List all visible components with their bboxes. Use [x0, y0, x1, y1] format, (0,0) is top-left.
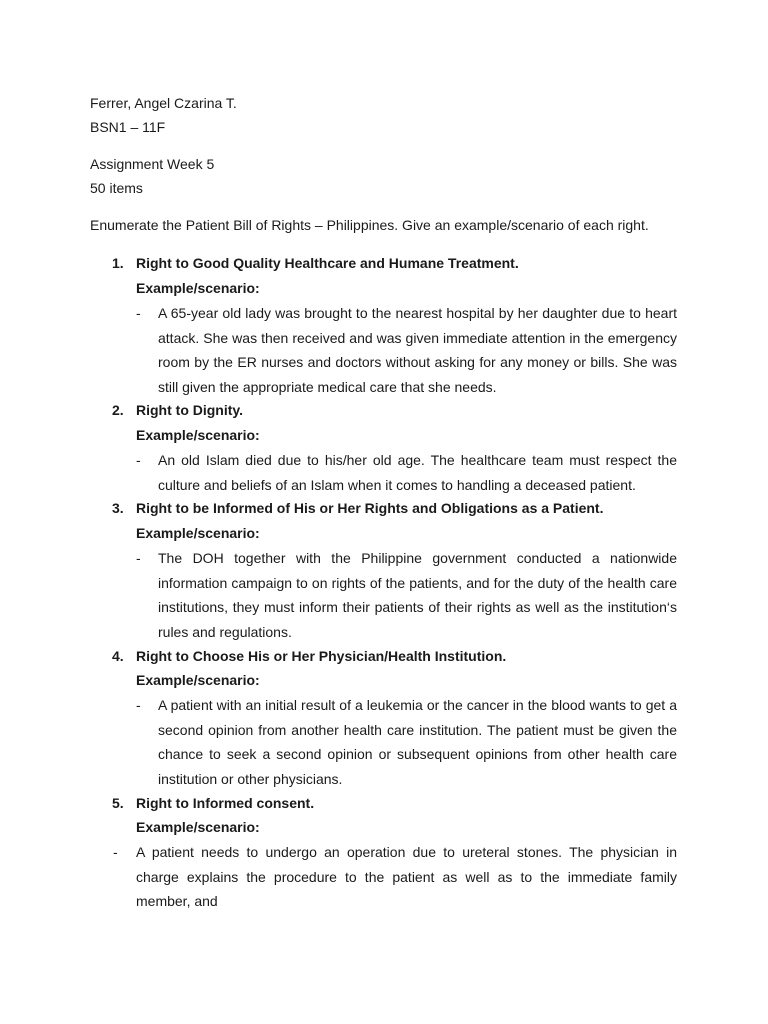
- instructions: Enumerate the Patient Bill of Rights – Philippines. Give an example/scenario of each right.: [90, 217, 649, 233]
- right-3-bullet: -: [136, 550, 141, 566]
- right-1-scenario: A 65-year old lady was brought to the nearest hospital by her daughter due to heart attack. She was then received and was given immediate attention in the emergency room by the ER nurses and doctors without asking for any money or bills. She was still given the appropriate medical care that she needs.: [158, 305, 677, 395]
- right-5-number: 5.: [112, 795, 124, 811]
- right-3-example-label: Example/scenario:: [136, 525, 260, 541]
- right-2-bullet: -: [136, 452, 141, 468]
- right-5-title: Right to Informed consent.: [136, 795, 315, 811]
- right-5-scenario: A patient needs to undergo an operation due to ureteral stones. The physician in charge explains the procedure to the patient as well as to the immediate family member, and: [136, 844, 677, 909]
- student-name: Ferrer, Angel Czarina T.: [90, 95, 237, 111]
- right-3-title: Right to be Informed of His or Her Rights and Obligations as a Patient.: [136, 500, 604, 516]
- right-1-number: 1.: [112, 255, 124, 271]
- right-4-bullet: -: [136, 697, 141, 713]
- right-5-example-label: Example/scenario:: [136, 819, 260, 835]
- right-3-scenario: The DOH together with the Philippine government conducted a nationwide information campaign to on rights of the patients, and for the duty of the health care institutions, they must inform their patients of their rights as well as the institution‘s rules and regulations.: [158, 550, 677, 640]
- right-5-heading: [112, 794, 314, 812]
- right-1-heading: [112, 254, 519, 272]
- right-2-example-label: Example/scenario:: [136, 427, 260, 443]
- right-3-number: 3.: [112, 500, 124, 516]
- right-4-heading: [112, 647, 506, 665]
- right-2-heading: [112, 401, 243, 419]
- right-2-scenario: An old Islam died due to his/her old age. The healthcare team must respect the culture and beliefs of an Islam when it comes to handling a deceased patient.: [158, 452, 677, 493]
- right-4-number: 4.: [112, 648, 124, 664]
- right-5-bullet: -: [113, 844, 118, 860]
- assignment-title: Assignment Week 5: [90, 156, 215, 172]
- student-section: BSN1 – 11F: [90, 119, 166, 135]
- right-4-scenario: A patient with an initial result of a leukemia or the cancer in the blood wants to get a second opinion from another health care institution. The patient must be given the chance to seek a second opinion or subsequent opinions from other health care institution or other physicians.: [158, 697, 677, 787]
- items-count: 50 items: [90, 180, 143, 196]
- right-4-example-label: Example/scenario:: [136, 672, 260, 688]
- right-1-bullet: -: [136, 305, 141, 321]
- right-3-heading: [112, 499, 603, 517]
- right-2-number: 2.: [112, 402, 124, 418]
- right-4-title: Right to Choose His or Her Physician/Health Institution.: [136, 648, 507, 664]
- right-1-title: Right to Good Quality Healthcare and Humane Treatment.: [136, 255, 519, 271]
- right-1-example-label: Example/scenario:: [136, 280, 260, 296]
- right-2-title: Right to Dignity.: [136, 402, 244, 418]
